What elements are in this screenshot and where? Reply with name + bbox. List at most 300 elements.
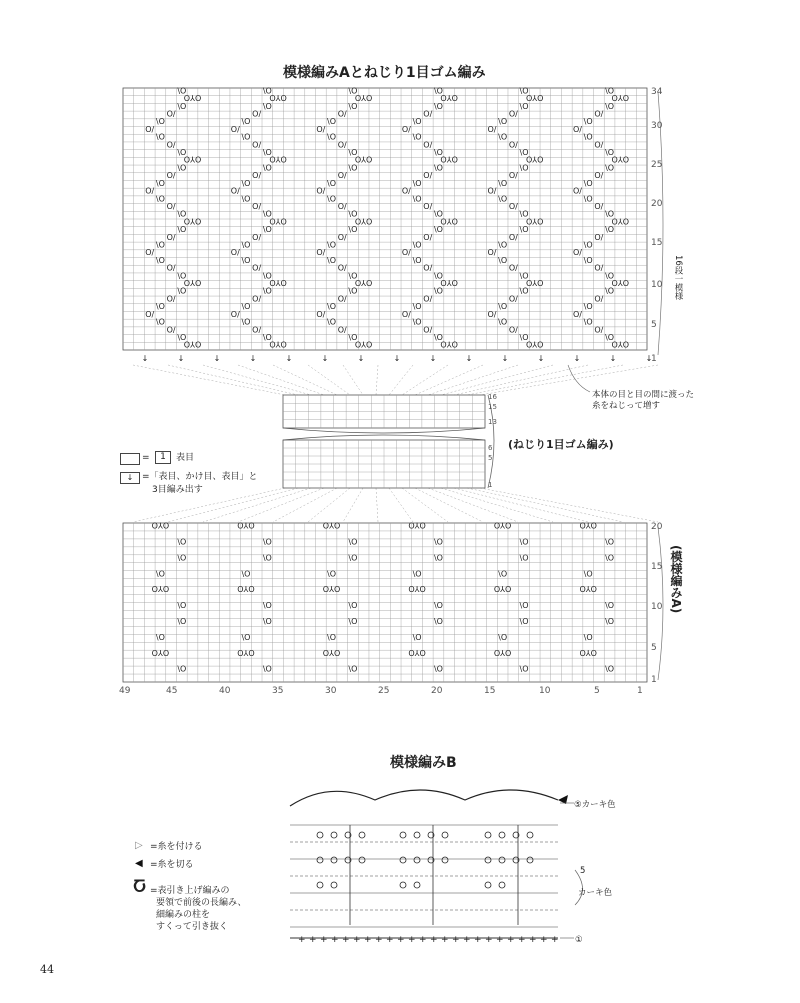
fan-line [480,488,658,522]
stitch-symbol: O/ [252,171,262,181]
col-label-20: 20 [431,686,443,696]
stitch-symbol: O/ [572,186,582,196]
stitch-symbol: O/ [230,124,240,134]
sc-stitch-symbol: + [408,935,416,945]
increase-arrow-icon: ↓ [321,354,329,363]
stitch-symbol: O⅄O [269,217,287,227]
stitch-symbol: \O [262,148,272,158]
rib-row-5: 5 [488,454,493,462]
stitch-symbol: \O [433,148,443,158]
legend-fp-line3: 細編みの柱を [156,910,211,920]
stitch-symbol: O/ [487,309,497,319]
stitch-symbol: O/ [594,109,604,119]
sc-stitch-symbol: + [298,935,306,945]
rib-row-13: 13 [488,418,497,426]
stitch-symbol: \O [583,194,593,204]
stitch-symbol: O⅄O [269,279,287,289]
stitch-symbol: \O [241,317,251,327]
stitch-symbol: O/ [572,248,582,258]
stitch-symbol: \O [348,332,358,342]
sc-stitch-symbol: + [485,935,493,945]
stitch-symbol: \O [433,101,443,111]
stitch-symbol: \O [605,286,615,296]
stitch-symbol: O⅄O [525,217,544,227]
increase-arrow-icon: ↓ [357,354,365,363]
stitch-symbol: \O [583,178,593,188]
stitch-symbol: \O [262,332,272,342]
stitch-symbol: \O [177,537,187,547]
sc-stitch-symbol: + [386,935,394,945]
crochet-dot [317,882,323,888]
stitch-symbol: \O [583,302,593,312]
stitch-symbol: O⅄O [269,155,287,165]
sc-stitch-symbol: + [452,935,460,945]
stitch-symbol: \O [519,101,529,111]
row-label-1: 1 [651,354,657,364]
sc-stitch-symbol: + [551,935,559,945]
stitch-symbol: O/ [594,294,604,304]
stitch-symbol: O⅄O [354,155,373,165]
stitch-symbol: O⅄O [493,648,512,658]
stitch-symbol: \O [412,132,422,142]
stitch-symbol: O⅄O [440,217,458,227]
stitch-symbol: O⅄O [322,648,341,658]
stitch-symbol: \O [177,163,187,173]
stitch-symbol: O⅄O [237,585,255,595]
stitch-symbol: \O [433,163,443,173]
stitch-symbol: O/ [166,201,176,211]
stitch-symbol: \O [605,209,615,219]
col-label-10: 10 [539,686,551,696]
stitch-symbol: O⅄O [440,155,458,165]
increase-arrow-icon: ↓ [645,354,653,363]
rib-row-16: 16 [488,393,497,401]
stitch-symbol: \O [412,178,422,188]
col-label-49: 49 [119,686,131,696]
stitch-symbol: O/ [337,325,347,335]
stitch-symbol: \O [155,178,165,188]
stitch-symbol: O/ [252,294,262,304]
stitch-symbol: \O [519,225,529,235]
fan-line [308,488,350,522]
stitch-symbol: O/ [423,171,433,181]
fan-line [441,488,553,522]
stitch-symbol: \O [433,616,443,626]
stitch-symbol: \O [348,601,358,611]
stitch-symbol: O/ [316,248,326,258]
stitch-symbol: \O [262,271,272,281]
stitch-symbol: O⅄O [408,648,426,658]
crochet-dot [499,857,505,863]
stitch-symbol: \O [519,286,529,296]
stitch-symbol: \O [177,271,187,281]
crochet-dot [414,832,420,838]
row-label-30: 30 [651,121,663,131]
stitch-symbol: O/ [487,124,497,134]
sc-stitch-symbol: + [320,935,328,945]
stitch-symbol: \O [605,148,615,158]
fan-line [376,488,378,522]
crochet-dot [485,857,491,863]
sc-stitch-symbol: + [353,935,361,945]
stitch-symbol: \O [412,255,422,265]
stitch-symbol: \O [498,255,508,265]
fan-line [203,488,311,522]
stitch-symbol: O/ [337,263,347,273]
col-label-1: 1 [637,686,643,696]
stitch-symbol: \O [583,117,593,127]
increase-arrow-icon: ↓ [609,354,617,363]
stitch-symbol: O⅄O [183,94,202,104]
row5-label: 5 [580,866,586,876]
stitch-symbol: \O [241,569,251,579]
crochet-dot [485,832,491,838]
stitch-symbol: O/ [337,109,347,119]
stitch-symbol: \O [262,209,272,219]
crochet-dot [527,832,533,838]
stitch-symbol: O⅄O [611,155,630,165]
stitch-symbol: \O [348,148,358,158]
scallop-edge [290,790,558,806]
stitch-symbol: \O [583,632,593,642]
fan-line [238,365,324,395]
stitch-symbol: O⅄O [269,94,287,104]
stitch-symbol: O/ [252,140,262,150]
fan-line [415,365,483,395]
stitch-symbol: \O [519,148,529,158]
rib-break-top [283,428,485,433]
rib-break-bottom [283,435,485,440]
fan-line [203,365,311,395]
stitch-symbol: \O [155,132,165,142]
legend-fp-line4: すくって引き抜く [156,922,228,932]
stitch-symbol: \O [498,117,508,127]
stitch-symbol: O⅄O [611,279,630,289]
stitch-symbol: O/ [252,109,262,119]
stitch-symbol: \O [348,553,358,563]
stitch-symbol: \O [605,601,615,611]
stitch-symbol: O/ [230,309,240,319]
stitch-symbol: \O [241,194,251,204]
stitch-symbol: \O [433,537,443,547]
stitch-symbol: \O [605,616,615,626]
page-number: 44 [40,963,54,976]
fan-line [308,365,350,395]
fan-line [389,488,413,522]
stitch-symbol: \O [327,255,337,265]
stitch-symbol: O⅄O [525,340,544,350]
stitch-symbol: O/ [316,186,326,196]
stitch-symbol: \O [348,101,358,111]
stitch-symbol: O⅄O [611,94,630,104]
stitch-symbol: \O [498,632,508,642]
stitch-symbol: \O [433,601,443,611]
rib-row-1: 1 [488,481,493,489]
chart-a-grid-lines [123,88,663,355]
stitch-symbol: \O [583,317,593,327]
stitch-symbol: \O [155,194,165,204]
a2-row-label-1: 1 [651,675,657,685]
stitch-symbol: \O [498,302,508,312]
rib-row-6: 6 [488,444,493,452]
increase-arrow-icon: ↓ [249,354,257,363]
stitch-symbol: \O [177,553,187,563]
cut-yarn-icon: ◀ [135,858,143,869]
increase-arrow-icon: ↓ [537,354,545,363]
col-label-25: 25 [378,686,390,696]
stitch-symbol: O/ [572,309,582,319]
stitch-symbol: \O [177,101,187,111]
stitch-symbol: \O [348,209,358,219]
stitch-symbol: O⅄O [269,340,287,350]
col-label-5: 5 [594,686,600,696]
sc-stitch-symbol: + [441,935,449,945]
crochet-dot [414,857,420,863]
stitch-symbol: O/ [423,109,433,119]
stitch-symbol: \O [348,664,358,674]
stitch-symbol: O/ [316,124,326,134]
stitch-symbol: O/ [145,186,155,196]
khaki-label: カーキ色 [578,888,613,898]
stitch-symbol: O⅄O [408,585,426,595]
repeat-note: 16段一模様 [673,255,683,300]
stitch-symbol: O/ [401,124,411,134]
stitch-symbol: \O [177,286,187,296]
sc-stitch-symbol: + [540,935,548,945]
stitch-symbol: \O [605,537,615,547]
stitch-symbol: \O [262,664,272,674]
stitch-symbol: \O [348,616,358,626]
stitch-symbol: \O [519,163,529,173]
fan-line [389,365,413,395]
increase-arrow-icon: ↓ [177,354,185,363]
stitch-symbol: O/ [594,325,604,335]
stitch-symbol: \O [412,302,422,312]
col-label-35: 35 [272,686,284,696]
sc-stitch-symbol: + [364,935,372,945]
sc-stitch-symbol: + [518,935,526,945]
stitch-symbol: \O [177,332,187,342]
stitch-symbol: O⅄O [183,155,202,165]
fan-line [343,488,363,522]
sc-stitch-symbol: + [463,935,471,945]
front-post-hook-icon: Ⴀ [133,878,147,896]
crochet-dot [499,882,505,888]
stitch-symbol: O/ [508,294,518,304]
crochet-dot [400,882,406,888]
a2-row-label-15: 15 [651,562,663,572]
stitch-symbol: \O [327,302,337,312]
stitch-symbol: O/ [337,232,347,242]
row-label-25: 25 [651,160,663,170]
stitch-symbol: O⅄O [525,155,544,165]
stitch-symbol: \O [519,271,529,281]
row-label-20: 20 [651,199,663,209]
legend-increase-line2: 3目編み出す [152,485,203,495]
stitch-symbol: \O [177,601,187,611]
stitch-symbol: \O [348,86,358,96]
stitch-symbol: \O [262,225,272,235]
stitch-symbol: O⅄O [525,94,544,104]
crochet-dot [400,832,406,838]
stitch-symbol: O⅄O [579,585,597,595]
knit-one-symbol: 1 [155,451,171,464]
legend-fp-line1: =表引き上げ編みの [150,886,230,896]
col-label-15: 15 [484,686,496,696]
fan-line [454,365,588,395]
sc-stitch-symbol: + [419,935,427,945]
stitch-symbol: O/ [423,140,433,150]
increase-symbol-icon: ↓ [120,472,140,484]
stitch-symbol: \O [348,271,358,281]
stitch-symbol: O/ [423,201,433,211]
col-label-45: 45 [166,686,178,696]
stitch-symbol: \O [262,86,272,96]
fan-line [168,365,298,395]
stitch-symbol: O/ [401,309,411,319]
crochet-dot [499,832,505,838]
chart-a2-grid-lines [123,523,663,682]
row1-label: ① [575,935,583,945]
knit-box-symbol [120,453,140,465]
stitch-symbol: O⅄O [354,217,373,227]
stitch-symbol: O/ [230,186,240,196]
stitch-symbol: \O [498,132,508,142]
stitch-symbol: \O [327,132,337,142]
stitch-symbol: \O [498,194,508,204]
stitch-symbol: O⅄O [183,217,202,227]
stitch-symbol: \O [583,255,593,265]
stitch-symbol: \O [327,240,337,250]
crochet-dot [331,857,337,863]
a2-row-label-5: 5 [651,643,657,653]
stitch-symbol: \O [583,132,593,142]
stitch-symbol: \O [327,194,337,204]
stitch-symbol: \O [605,86,615,96]
legend-cut: =糸を切る [150,860,194,870]
stitch-symbol: O/ [252,325,262,335]
stitch-symbol: O⅄O [579,521,597,531]
stitch-symbol: O/ [508,171,518,181]
stitch-symbol: \O [177,209,187,219]
stitch-symbol: \O [605,332,615,342]
stitch-symbol: O/ [166,325,176,335]
stitch-symbol: \O [519,209,529,219]
repeat-brace [658,92,663,355]
stitch-symbol: \O [348,225,358,235]
stitch-symbol: O⅄O [237,648,255,658]
stitch-symbol: O/ [337,171,347,181]
sc-stitch-symbol: + [507,935,515,945]
chart-b-drawing [290,790,586,945]
stitch-symbol: \O [412,240,422,250]
stitch-symbol: O/ [230,248,240,258]
stitch-symbol: \O [605,553,615,563]
stitch-symbol: O/ [337,294,347,304]
stitch-symbol: \O [498,240,508,250]
stitch-symbol: O⅄O [322,585,341,595]
stitch-symbol: \O [433,286,443,296]
stitch-symbol: \O [262,537,272,547]
chart-a-title: 模様編みAとねじり1目ゴム編み [283,65,486,81]
stitch-symbol: \O [262,101,272,111]
stitch-symbol: O/ [594,171,604,181]
stitch-symbol: O⅄O [525,279,544,289]
stitch-symbol: O⅄O [408,521,426,531]
crochet-dot [400,857,406,863]
fan-line [133,365,285,395]
stitch-symbol: \O [433,86,443,96]
sc-stitch-symbol: + [430,935,438,945]
stitch-symbol: \O [433,271,443,281]
stitch-symbol: O/ [487,248,497,258]
stitch-symbol: \O [498,178,508,188]
stitch-symbol: \O [348,286,358,296]
increase-arrow-icon: ↓ [465,354,473,363]
stitch-symbol: O/ [594,201,604,211]
stitch-symbol: \O [327,632,337,642]
stitch-symbol: \O [433,225,443,235]
stitch-symbol: \O [177,86,187,96]
sc-stitch-symbol: + [375,935,383,945]
crochet-dot [317,857,323,863]
rib-row-15: 15 [488,403,497,411]
stitch-symbol: O/ [316,309,326,319]
stitch-symbol: \O [412,569,422,579]
increase-arrow-icon: ↓ [429,354,437,363]
increase-arrow-icon: ↓ [141,354,149,363]
stitch-symbol: \O [177,148,187,158]
rib-grid [283,365,590,488]
rib-label: (ねじり1目ゴム編み) [508,438,614,451]
stitch-symbol: O⅄O [322,521,341,531]
col-label-30: 30 [325,686,337,696]
stitch-symbol: O/ [252,232,262,242]
legend-increase-line1: =「表目、かけ目、表目」と [142,472,258,482]
a2-side-label: (模様編みA) [669,545,683,614]
fan-line [467,488,623,522]
stitch-symbol: O/ [487,186,497,196]
crochet-dot [442,857,448,863]
crochet-dot [359,857,365,863]
stitch-symbol: O⅄O [611,217,630,227]
crochet-dot [331,832,337,838]
stitch-symbol: O⅄O [354,94,373,104]
fan-line [273,488,337,522]
stitch-symbol: O/ [401,186,411,196]
stitch-symbol: O/ [166,263,176,273]
stitch-symbol: \O [519,664,529,674]
stitch-symbol: O/ [166,140,176,150]
stitch-symbol: \O [241,255,251,265]
stitch-symbol: O/ [145,248,155,258]
legend-attach: =糸を付ける [150,842,203,852]
stitch-symbol: \O [155,569,165,579]
stitch-symbol: O/ [508,201,518,211]
col-label-40: 40 [219,686,231,696]
stitch-symbol: \O [262,286,272,296]
legend-knit-label: 表目 [176,453,195,463]
stitch-symbol: \O [262,553,272,563]
stitch-symbol: O/ [594,140,604,150]
stitch-symbol: \O [155,632,165,642]
stitch-symbol: \O [433,664,443,674]
stitch-symbol: O⅄O [151,648,170,658]
stitch-symbol: O⅄O [354,279,373,289]
stitch-symbol: O/ [423,325,433,335]
stitch-symbol: \O [433,553,443,563]
sc-stitch-symbol: + [397,935,405,945]
